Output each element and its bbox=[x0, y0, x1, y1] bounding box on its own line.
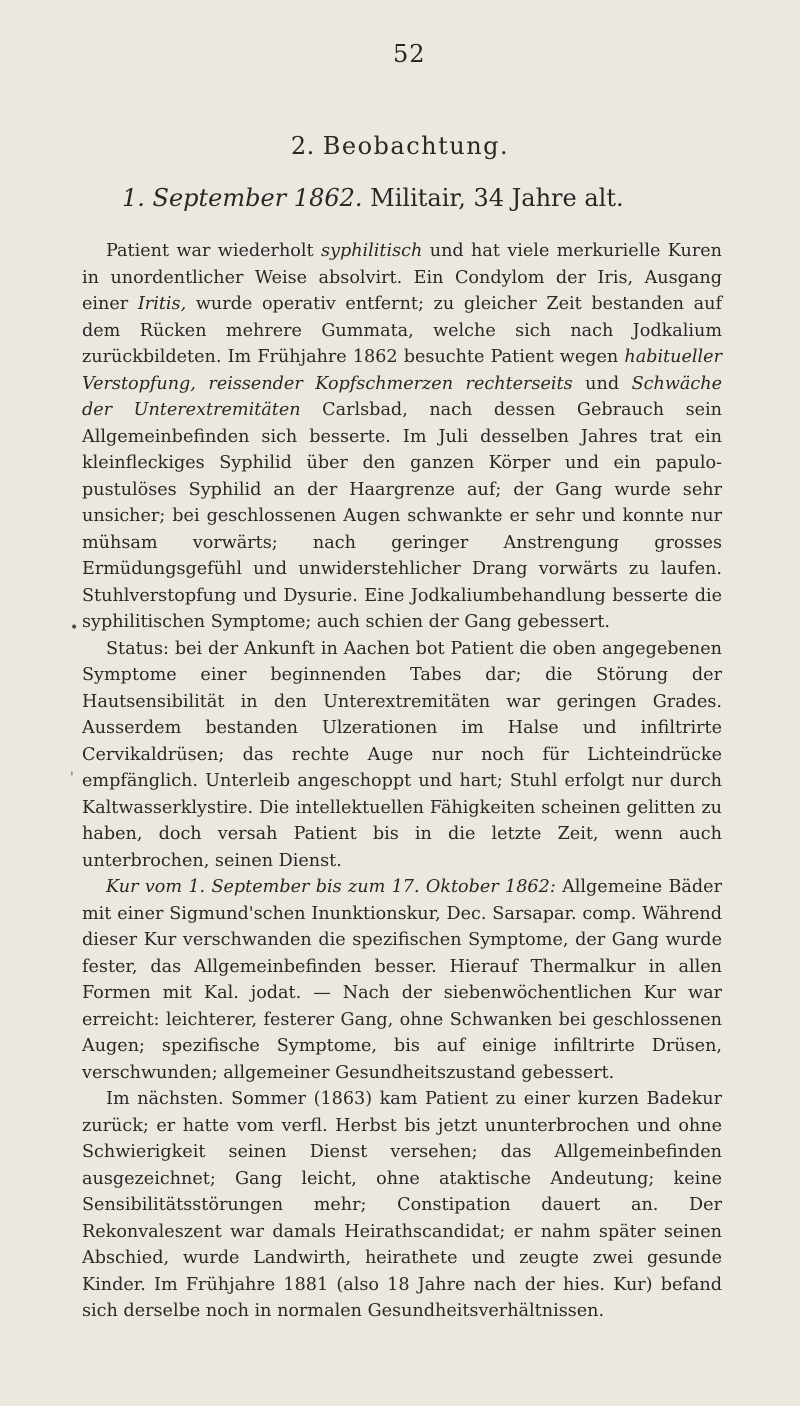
text-run: Carlsbad, nach dessen Gebrauch sein Allgemeinbefinden sich besserte. Im Juli desselben Jahres trat ein kleinfleckiges Syphilid über den ganzen Körper und ein papulo-pustulöses Syphilid an der Haargrenze auf; der Gang wurde sehr unsicher; bei geschlossenen Augen schwankte er sehr und konnte nur mühsam vorwärts; nach geringer Anstrengung grosses Ermüdungsgefühl und unwiderstehlicher Drang vorwärts zu laufen. Stuhlverstopfung und Dysurie. Eine Jodkaliumbehandlung besserte die syphilitischen Symptome; auch schien der Gang gebessert. bbox=[82, 400, 723, 632]
section-heading bbox=[0, 132, 800, 160]
heading-number: 2. bbox=[290, 132, 315, 160]
text-run: und hat viele merkurielle Kuren in unordentlicher Weise absolvirt. Ein Condylom der Iris, Ausgang einer bbox=[82, 241, 722, 314]
paragraph-history bbox=[82, 238, 722, 636]
text-run: Patient war wiederholt bbox=[106, 241, 321, 261]
text-run-italic: habitueller Verstopfung, reissender Kopfschmerzen rechterseits bbox=[82, 347, 722, 394]
paragraph-followup: Im nächsten. Sommer (1863) kam Patient zu einer kurzen Badekur zurück; er hatte vom verfl. Herbst bis jetzt ununterbrochen und ohne Schwierigkeit seinen Dienst versehen; das Allgemeinbefinden ausgezeichnet; Gang leicht, ohne ataktische Andeutung; keine Sensibilitätsstörungen mehr; Constipation dauert an. Der Rekonvaleszent war damals Heirathscandidat; er nahm später seinen Abschied, wurde Landwirth, heirathete und zeugte zwei gesunde Kinder. Im Frühjahre 1881 (also 18 Jahre nach der hies. Kur) befand sich derselbe noch in normalen Gesundheitsverhältnissen. bbox=[82, 1089, 722, 1321]
text-run-italic: Schwäche der Unterextremitäten bbox=[82, 373, 722, 420]
text-run-italic: Kur vom 1. September bis zum 17. Oktober 1862: bbox=[106, 877, 556, 897]
text-run-italic: Iritis, bbox=[137, 294, 187, 314]
paragraph-status: Status: bei der Ankunft in Aachen bot Patient die oben angegebenen Symptome einer beginnenden Tabes dar; die Störung der Hautsensibilität in den Unterextremitäten war geringen Grades. Ausserdem bestanden Ulzerationen im Halse und infiltrirte Cervikaldrüsen; das rechte Auge nur noch für Lichteindrücke empfänglich. Unterleib angeschoppt und hart; Stuhl erfolgt nur durch Kaltwasserklystire. Die intellektuellen Fähigkeiten scheinen gelitten zu haben, doch versah Patient bis in die letzte Zeit, wenn auch unterbrochen, seinen Dienst. bbox=[82, 638, 722, 871]
margin-mark-tick: ' bbox=[70, 770, 74, 786]
case-description: Militair, 34 Jahre alt. bbox=[370, 184, 624, 212]
text-run-italic: syphilitisch bbox=[320, 241, 423, 261]
page-number: 52 bbox=[393, 40, 426, 68]
paragraph-treatment bbox=[82, 874, 722, 1086]
case-date: 1. September 1862. bbox=[122, 184, 363, 212]
text-run: wurde operativ entfernt; zu gleicher Zeit bestanden auf dem Rücken mehrere Gummata, welche sich nach Jodkalium zurückbildeten. Im Frühjahre 1862 besuchte Patient wegen bbox=[82, 294, 722, 367]
margin-mark-dot: • bbox=[70, 620, 79, 636]
text-run: und bbox=[572, 373, 632, 394]
case-subheading bbox=[122, 184, 624, 212]
body-text bbox=[82, 238, 722, 1325]
text-run: Allgemeine Bäder mit einer Sigmund'schen Inunktionskur, Dec. Sarsapar. comp. Während dieser Kur verschwanden die spezifischen Symptome, der Gang wurde fester, das Allgemeinbefinden besser. Hierauf Thermalkur in allen Formen mit Kal. jodat. — Nach der siebenwöchentlichen Kur war erreicht: leichterer, festerer Gang, ohne Schwanken bei geschlossenen Augen; spezifische Symptome, bis auf einige infiltrirte Drüsen, verschwunden; allgemeiner Gesundheitszustand gebessert. bbox=[82, 877, 722, 1083]
heading-title: Beobachtung. bbox=[322, 132, 510, 160]
